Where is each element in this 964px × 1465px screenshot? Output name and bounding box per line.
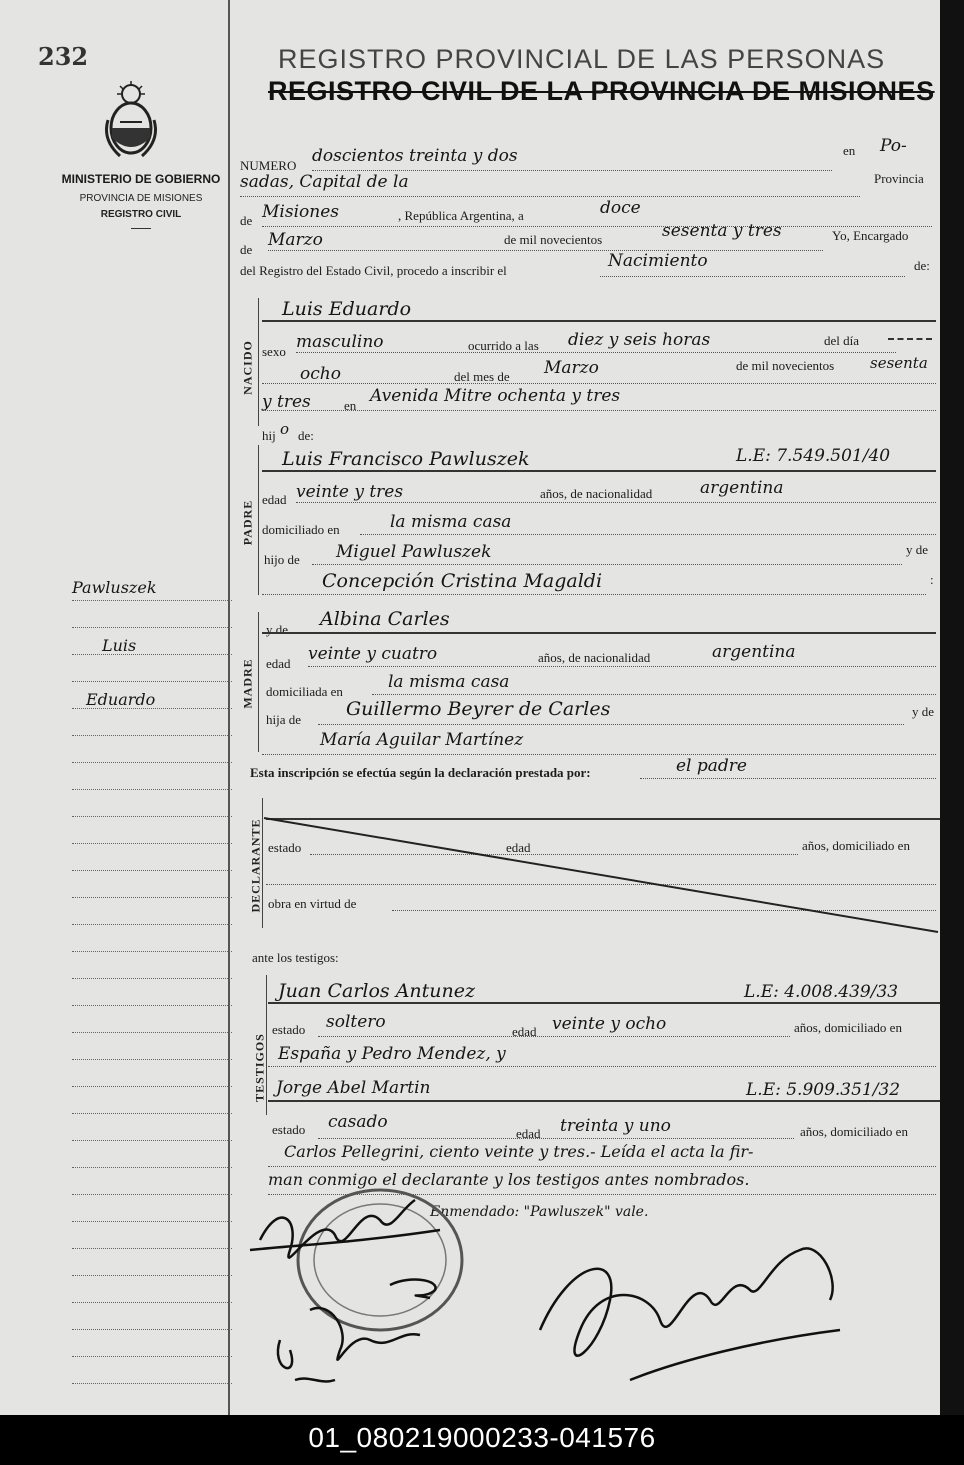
margin-rule-line [72, 1275, 232, 1276]
act-type: Nacimiento [608, 251, 708, 271]
lugar-value: Avenida Mitre ochenta y tres [370, 386, 621, 406]
declaracion-value: el padre [676, 756, 747, 776]
mother-name-line [262, 632, 936, 634]
declaracion-label: Esta inscripción se efectúa según la declaración prestada por: [250, 765, 591, 780]
margin-surname: Pawluszek [72, 578, 157, 597]
yo-label: Yo, Encargado [832, 228, 909, 243]
padre-colon: : [930, 572, 934, 587]
testigo1-name-line [268, 1002, 940, 1004]
padre-edad-value: veinte y tres [296, 482, 404, 502]
footer-code: 01_080219000233-041576 [0, 1415, 964, 1465]
child-name-line [262, 320, 936, 322]
margin-rule-line [72, 897, 232, 898]
margin-rule-line [72, 924, 232, 925]
madre-label: MADRE [240, 658, 255, 709]
madre-y-de2-label: y de [912, 704, 935, 719]
padre-label: PADRE [240, 499, 255, 546]
father-name: Luis Francisco Pawluszek [282, 448, 530, 470]
ministry-title: MINISTERIO DE GOBIERNO [61, 172, 221, 186]
testigos-ante-label: ante los testigos: [252, 950, 339, 965]
margin-rule-line [72, 1086, 232, 1087]
lugar-line [262, 410, 936, 411]
margin-rule-line [72, 654, 232, 655]
margin-rule-line [72, 1356, 232, 1357]
margin-rule-line [72, 1221, 232, 1222]
testigo1-estado: soltero [326, 1012, 386, 1032]
madre-edad-value: veinte y cuatro [308, 644, 438, 664]
anio-part2: y tres [262, 392, 311, 412]
enmendado-note: Enmendado: "Pawluszek" vale. [430, 1204, 649, 1220]
padre-domicilio-label: domiciliado en [262, 522, 340, 537]
margin-rule-line [72, 1248, 232, 1249]
republica-label: , República Argentina, a [398, 208, 524, 223]
margin-rule-line [72, 816, 232, 817]
margin-rule-line [72, 951, 232, 952]
closing-text: man conmigo el declarante y los testigos antes nombrados. [268, 1170, 750, 1189]
nacido-mil-label: de mil novecientos [736, 358, 835, 373]
dia-line [262, 383, 936, 384]
year-line [268, 250, 823, 251]
ocurrido-label: ocurrido a las [468, 338, 539, 353]
hora-value: diez y seis horas [568, 330, 711, 350]
madre-nacionalidad: argentina [712, 642, 796, 662]
margin-rule-line [72, 1005, 232, 1006]
year-value: sesenta y tres [662, 221, 782, 241]
madre-domicilio-label: domiciliada en [266, 684, 343, 699]
numero-label: NUMERO [240, 158, 297, 173]
margin-rule-line [72, 1167, 232, 1168]
de-label: de [240, 213, 253, 228]
testigo2-name: Jorge Abel Martin [276, 1078, 431, 1098]
sexo-label: sexo [262, 344, 286, 359]
testigo2-estado-line [318, 1138, 794, 1139]
act-line [600, 276, 905, 277]
madre-bracket [258, 612, 259, 752]
margin-rule-line [72, 870, 232, 871]
province-value: Misiones [262, 202, 339, 222]
testigo2-estado: casado [328, 1112, 388, 1132]
testigo2-domicilio-line [268, 1166, 936, 1167]
testigo2-doc: L.E: 5.909.351/32 [746, 1080, 901, 1100]
testigo2-edad-label: edad [516, 1126, 541, 1141]
binding-spine [940, 0, 964, 1415]
father-doc: L.E: 7.549.501/40 [736, 446, 891, 466]
margin-rule-line [72, 600, 232, 601]
margin-rule-line [72, 1059, 232, 1060]
del-dia-label: del día [824, 333, 860, 348]
testigo1-estado-label: estado [272, 1022, 306, 1037]
mother-name: Albina Carles [320, 608, 450, 630]
hijo-suffix: o [280, 420, 290, 438]
day-value: doce [600, 198, 641, 218]
padre-anios-label: años, de nacionalidad [540, 486, 653, 501]
printed-title: REGISTRO CIVIL DE LA PROVINCIA DE MISIONES [268, 76, 935, 106]
stamp-title: REGISTRO PROVINCIAL DE LAS PERSONAS [278, 44, 886, 74]
padre-hijo-line [312, 564, 902, 565]
nacido-bracket [258, 298, 259, 426]
declarante-edad-label: edad [506, 840, 531, 855]
madre-y-de-label: y de [266, 622, 289, 637]
testigo1-edad-label: edad [512, 1024, 537, 1039]
page-number: 232 [38, 42, 89, 71]
margin-rule-line [72, 1140, 232, 1141]
mil-label: de mil novecientos [504, 232, 603, 247]
padre-madre-de: Concepción Cristina Magaldi [322, 570, 603, 592]
sexo-line [296, 352, 896, 353]
mes-value: Marzo [544, 358, 599, 378]
declaracion-line [640, 778, 936, 779]
place-part2: sadas, Capital de la [240, 172, 409, 192]
signature-strokes [250, 1200, 840, 1381]
sexo-value: masculino [296, 332, 384, 352]
margin-first-name: Luis [102, 636, 137, 655]
de2-label: de [240, 242, 253, 257]
lugar-en-label: en [344, 398, 357, 413]
dia-value: ocho [300, 364, 341, 384]
child-name: Luis Eduardo [282, 298, 412, 320]
place-part1: Po- [880, 136, 907, 156]
declarante-void-line [262, 812, 940, 936]
padre-y-de-label: y de [906, 542, 929, 557]
madre-padre-de: Guillermo Beyrer de Carles [346, 698, 611, 720]
padre-domicilio-value: la misma casa [390, 512, 512, 532]
declarante-label: DECLARANTE [248, 818, 263, 913]
margin-middle-name: Eduardo [86, 690, 156, 709]
testigo2-estado-label: estado [272, 1122, 306, 1137]
padre-madre-line [262, 594, 926, 595]
testigo1-domicilio-line [268, 1066, 936, 1067]
margin-rule-line [72, 1329, 232, 1330]
dia-dash [888, 338, 932, 340]
testigo2-edad: treinta y uno [560, 1116, 671, 1136]
padre-nacionalidad: argentina [700, 478, 784, 498]
nacido-label: NACIDO [240, 340, 255, 395]
ministry-divider [131, 228, 151, 229]
anio-part1: sesenta [870, 354, 928, 372]
declarante-anios-label: años, domiciliado en [802, 838, 910, 853]
padre-padre-de: Miguel Pawluszek [336, 542, 492, 562]
madre-hija-line [318, 724, 904, 725]
padre-hijo-de-label: hijo de [264, 552, 300, 567]
testigo1-edad: veinte y ocho [552, 1014, 667, 1034]
padre-edad-label: edad [262, 492, 287, 507]
testigo2-name-line [268, 1100, 940, 1102]
madre-madre-line [262, 754, 936, 755]
declarante-obra-label: obra en virtud de [268, 896, 357, 911]
ministry-province: PROVINCIA DE MISIONES [79, 193, 203, 204]
numero-value: doscientos treinta y dos [312, 146, 518, 166]
registro-label: del Registro del Estado Civil, procedo a inscribir el [240, 263, 507, 278]
signatures-area [240, 1180, 880, 1410]
madre-hija-de-label: hija de [266, 712, 302, 727]
madre-domicilio-value: la misma casa [388, 672, 510, 692]
madre-edad-label: edad [266, 656, 291, 671]
testigo1-estado-line [318, 1036, 790, 1037]
margin-rule-line [72, 1113, 232, 1114]
testigo1-name: Juan Carlos Antunez [278, 980, 476, 1002]
ministry-block [50, 172, 232, 229]
hijo-label-a: hij [262, 428, 276, 443]
ministry-registry: REGISTRO CIVIL [100, 209, 182, 220]
margin-rule-line [72, 627, 232, 628]
en-label: en [843, 143, 856, 158]
numero-line [312, 170, 832, 171]
testigo2-domicilio: Carlos Pellegrini, ciento veinte y tres.- Leída el acta la fir- [284, 1142, 754, 1161]
declarante-estado-label: estado [268, 840, 302, 855]
date-line [262, 226, 932, 227]
padre-edad-line [296, 502, 936, 503]
margin-rule-line [72, 762, 232, 763]
testigo1-domicilio: España y Pedro Mendez, y [278, 1044, 506, 1064]
place-line [240, 196, 860, 197]
madre-edad-line [308, 666, 936, 667]
testigo1-doc: L.E: 4.008.439/33 [744, 982, 899, 1002]
mes-label: del mes de [454, 369, 510, 384]
madre-madre-de: María Aguilar Martínez [320, 730, 524, 750]
de3-label: de: [914, 258, 930, 273]
madre-anios-label: años, de nacionalidad [538, 650, 651, 665]
margin-rule-line [72, 681, 232, 682]
margin-rule-line [72, 735, 232, 736]
margin-rule-line [72, 1302, 232, 1303]
hijo-label-b: de: [298, 428, 314, 443]
margin-rule-line [72, 1032, 232, 1033]
margin-rule-line [72, 978, 232, 979]
margin-rule-line [72, 843, 232, 844]
margin-rule-line [72, 789, 232, 790]
coat-of-arms-icon [102, 80, 160, 162]
month-value: Marzo [268, 230, 323, 250]
testigo2-anios-label: años, domiciliado en [800, 1124, 908, 1139]
padre-bracket [258, 445, 259, 595]
testigos-label: TESTIGOS [252, 1033, 267, 1102]
madre-domicilio-line [372, 694, 936, 695]
padre-domicilio-line [360, 534, 936, 535]
testigo1-anios-label: años, domiciliado en [794, 1020, 902, 1035]
provincia-label: Provincia [874, 171, 924, 186]
margin-rule-line [72, 1383, 232, 1384]
margin-rule-line [72, 1194, 232, 1195]
father-name-line [262, 470, 936, 472]
